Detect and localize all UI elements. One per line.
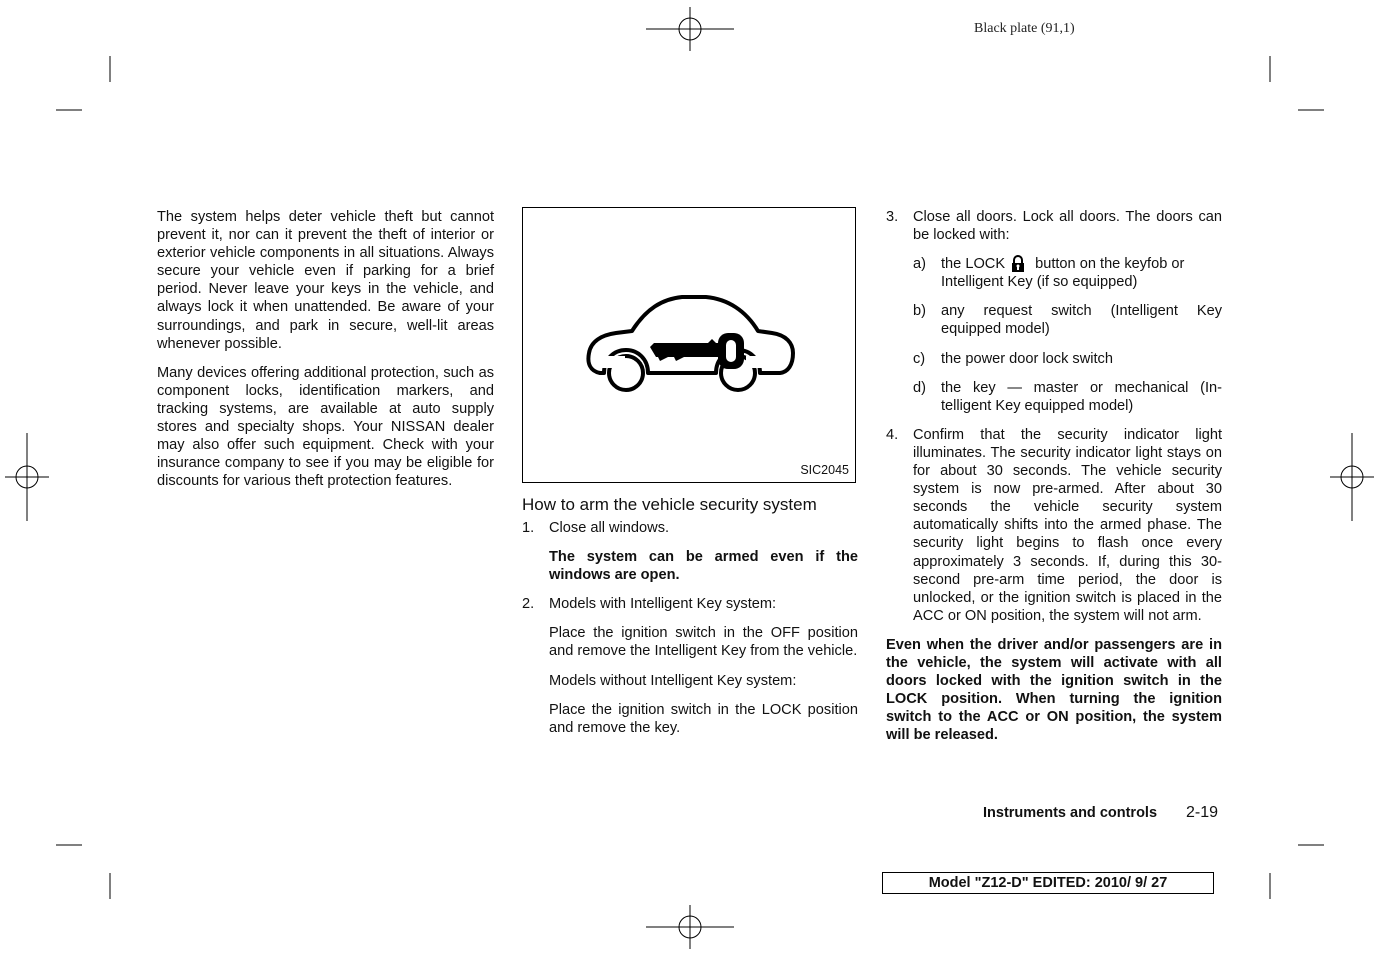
sub-text: the LOCK: [941, 256, 1006, 273]
step-paragraph: Models without Intelligent Key system:: [549, 672, 797, 689]
step-text: Confirm that the security indicator light illuminates. The security indicator light stays on for about 30 seconds. The vehicle security system is now pre-armed. After about 30 seconds the vehicle security system automatically shifts into the armed phase. The security light begins to flash once every approximately 3 seconds. If, during this 30-second pre-arm time period, the door is unlocked, or the ignition switch is placed in the ACC or ON position, the system will not arm.: [913, 426, 1222, 624]
middle-column: [522, 207, 858, 737]
step-number: 3.: [886, 209, 899, 225]
step-1: [522, 519, 858, 537]
sub-text: any request switch (Intelligent Key equipped model): [941, 303, 1222, 338]
step-number: 4.: [886, 426, 899, 443]
sub-letter: d): [913, 379, 926, 396]
left-column: [157, 208, 494, 490]
sub-item-a: [886, 255, 1222, 291]
step-text: Close all windows.: [549, 520, 670, 536]
sub-item-c: [886, 350, 1222, 368]
step-text: Models with Intelligent Key system:: [549, 596, 777, 613]
sub-text: the power door lock switch: [941, 350, 1113, 367]
section-heading: How to arm the vehicle security system: [522, 495, 817, 514]
sub-text: the key — master or mechanical (In-telligent Key equipped model): [941, 379, 1222, 414]
sub-item-d: [886, 379, 1222, 415]
step-4: [886, 426, 1222, 625]
sub-text: button on the keyfob or Intelligent Key (if so equipped): [941, 256, 1185, 291]
step-number: 2.: [522, 596, 535, 613]
protection-paragraph: Many devices offering additional protection, such as component locks, identification markers, and tracking systems, are available at auto supply stores and specialty shops. Your NISSAN dealer may also offer such equipment. Check with your insurance company to see if you may be eligible for discounts for various theft protection features.: [157, 364, 494, 490]
plate-label: Black plate (91,1): [974, 21, 1075, 36]
intro-paragraph: The system helps deter vehicle theft but cannot prevent it, nor can it prevent the theft of interior or exterior vehicle components in all situations. Always secure your vehicle even if parking for a brief period. Never leave your keys in the vehicle, and always lock it when unattended. Be aware of your surroundings, and park in secure, well-lit areas whenever possible.: [157, 209, 494, 352]
warning-paragraph: Even when the driver and/or passengers are in the vehicle, the system will activate with all doors locked with the ignition switch in the LOCK position. When turning the ignition switch to the ACC or ON position, the system will be released.: [886, 636, 1222, 744]
sub-letter: a): [913, 256, 926, 273]
sub-item-b: [886, 302, 1222, 338]
figure-box: [522, 207, 856, 483]
step-number: 1.: [522, 520, 535, 536]
sub-letter: b): [913, 303, 926, 320]
lock-icon: [1010, 255, 1026, 272]
step-3: [886, 208, 1222, 244]
step-paragraph: Place the ignition switch in the LOCK position and remove the key.: [549, 701, 858, 736]
sub-letter: c): [913, 350, 926, 367]
page-number: 2-19: [1186, 804, 1219, 821]
model-edited-box: Model "Z12-D" EDITED: 2010/ 9/ 27: [882, 872, 1214, 894]
step-paragraph: Place the ignition switch in the OFF position and remove the Intelligent Key from the vehicle.: [549, 625, 858, 660]
footer-section-title: Instruments and controls: [983, 805, 1158, 821]
figure-code: SIC2045: [800, 462, 849, 477]
step-2: [522, 595, 858, 613]
step-note: The system can be armed even if the windows are open.: [549, 549, 858, 584]
step-text: Close all doors. Lock all doors. The doors can be locked with:: [913, 209, 1222, 244]
car-key-icon: [586, 293, 796, 397]
right-column: [886, 208, 1222, 744]
